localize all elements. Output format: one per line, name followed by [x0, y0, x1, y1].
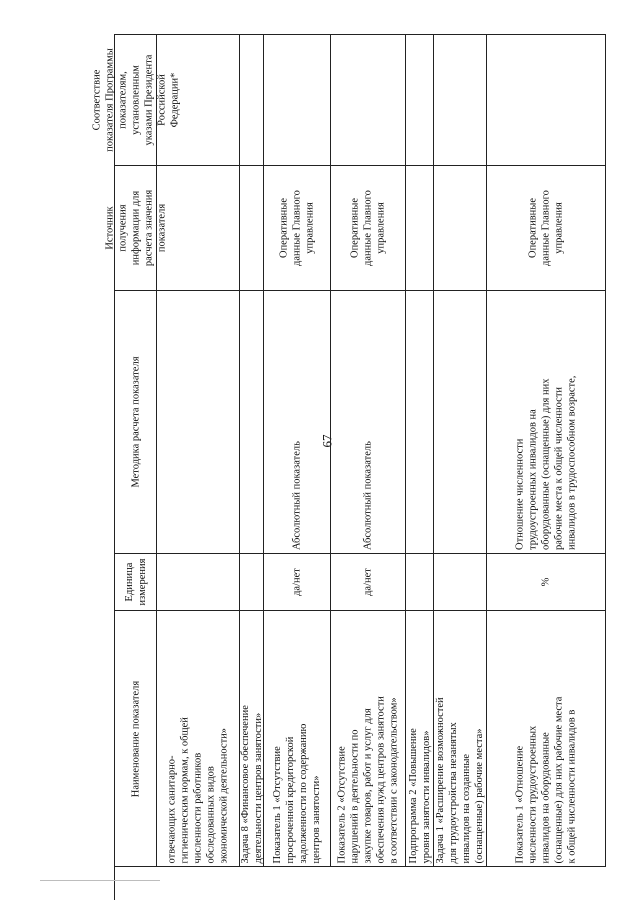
table-row-4-name: Подпрограмма 2 «Повышение уровня занятости инвалидов»	[407, 727, 432, 863]
table-row-3-unit: да/нет	[362, 568, 374, 596]
table-row-3-source-cell	[331, 166, 405, 290]
header-unit: Единица измерения	[123, 558, 148, 606]
table-row-2-name: Показатель 1 «Отсутствие просроченной кредиторской задолженности по содержанию центров занятости»	[272, 723, 322, 863]
table-row-6-method: Отношение численности трудоустроенных инвалидов на оборудованные (оснащенные) для них рабочие места к общей численности инвалидов в трудоспособном возрасте,	[514, 375, 578, 550]
table-row-6-source: Оперативные данные Главного управления	[527, 190, 565, 266]
table-row-3-name-cell	[331, 611, 405, 866]
header-method: Методика расчета показателя	[130, 356, 141, 488]
table-row-2-source: Оперативные данные Главного управления	[278, 190, 316, 266]
table-row-6-unit: %	[540, 577, 552, 587]
table-row-2-method: Абсолютный показатель	[291, 441, 303, 550]
table-row-5-name-cell	[434, 611, 486, 866]
scan-artifact-line	[40, 880, 160, 881]
table-row-6-unit-cell	[487, 554, 605, 610]
page-number-text: 67	[319, 434, 334, 448]
header-source-cell	[104, 166, 167, 290]
header-unit-cell	[115, 554, 156, 610]
table-row-6-name: Показатель 1 «Отношение численности трудоустроенных инвалидов на оборудованные (оснащенные) для них рабочие места к общей численности инвалидов в	[514, 696, 578, 863]
table-border-bottom	[114, 866, 606, 867]
header-source: Источник получения информации для расчета значения показателя	[104, 189, 167, 267]
table-border-top	[114, 34, 606, 35]
table-row-2-unit-cell	[264, 554, 330, 610]
table-row-1-name: Задача 8 «Финансовое обеспечение деятельности центров занятости»	[239, 704, 264, 863]
table-row-1-name-cell	[240, 611, 263, 866]
row-line-8	[605, 34, 606, 866]
table-row-0-name: отвечающих санитарно- гигиеническим нормам, к общей численности работников обследованных видов экономической деятельности»	[166, 716, 230, 863]
table-row-2-name-cell	[264, 611, 330, 866]
table-row-2-method-cell	[264, 291, 330, 553]
table-row-4-name-cell	[406, 611, 433, 866]
header-correspondence-cell	[91, 35, 180, 165]
header-correspondence: Соответствие показателя Программы показателям, установленным указами Президента Российской Федерации*	[91, 48, 180, 152]
table-row-6-method-cell	[487, 291, 605, 553]
table-row-3-unit-cell	[331, 554, 405, 610]
table-row-3-source: Оперативные данные Главного управления	[349, 190, 387, 266]
table-row-2-unit: да/нет	[291, 568, 303, 596]
table-row-2-source-cell	[264, 166, 330, 290]
table-row-3-method-cell	[331, 291, 405, 553]
header-name-cell	[115, 611, 156, 866]
rotated-indicator-table	[91, 0, 606, 905]
table-row-6-source-cell	[487, 166, 605, 290]
table-row-3-method: Абсолютный показатель	[362, 441, 374, 550]
header-name: Наименование показателя	[130, 680, 141, 797]
table-row-0-name-cell	[157, 611, 239, 866]
table-row-6-name-cell	[487, 611, 605, 866]
table-row-5-name: Задача 1 «Расширение возможностей для трудоустройства незанятых инвалидов на созданные (оснащенные) рабочие места»	[435, 696, 485, 863]
header-method-cell	[115, 291, 156, 553]
table-row-3-name: Показатель 2 «Отсутствие нарушений в деятельности по закупке товаров, работ и услуг для обеспечения нужд центров занятости в соответствии с законодательством»	[336, 695, 400, 863]
